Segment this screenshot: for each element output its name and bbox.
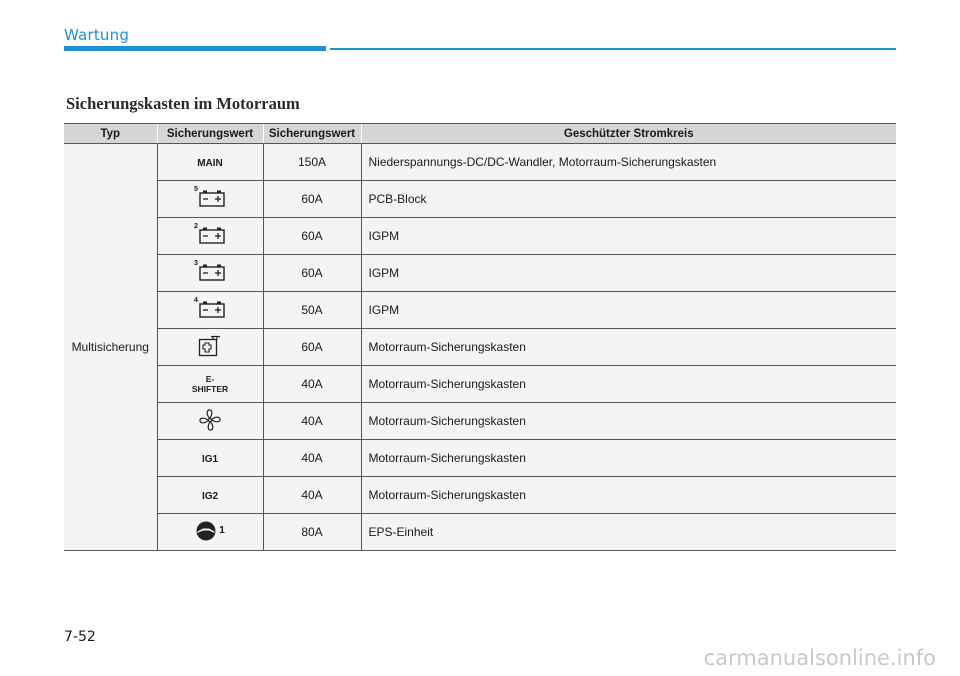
protected-circuit: Motorraum-Sicherungskasten bbox=[361, 440, 896, 477]
table-row bbox=[64, 144, 896, 181]
fuse-rating: 60A bbox=[263, 329, 361, 366]
fuse-symbol-cell bbox=[157, 255, 263, 292]
fuse-rating: 80A bbox=[263, 514, 361, 551]
heater-coolant-icon bbox=[198, 335, 222, 357]
table-row bbox=[64, 255, 896, 292]
table-row bbox=[64, 292, 896, 329]
fuse-symbol-cell bbox=[157, 144, 263, 181]
fuse-rating: 40A bbox=[263, 403, 361, 440]
fuse-rating: 40A bbox=[263, 440, 361, 477]
protected-circuit: EPS-Einheit bbox=[361, 514, 896, 551]
page-number: 7-52 bbox=[64, 629, 96, 645]
table-header-row bbox=[64, 124, 896, 144]
fuse-symbol-label: MAIN bbox=[197, 158, 223, 169]
fuse-symbol-cell bbox=[157, 477, 263, 514]
protected-circuit: IGPM bbox=[361, 292, 896, 329]
table-row bbox=[64, 329, 896, 366]
fuse-symbol-cell bbox=[157, 514, 263, 551]
fuse-rating: 60A bbox=[263, 218, 361, 255]
column-header-circuit: Geschützter Stromkreis bbox=[361, 124, 896, 144]
fuse-symbol-label: IG1 bbox=[201, 454, 219, 465]
table-row bbox=[64, 181, 896, 218]
fuse-rating: 40A bbox=[263, 477, 361, 514]
protected-circuit: PCB-Block bbox=[361, 181, 896, 218]
battery-icon bbox=[192, 297, 228, 321]
fuse-symbol-cell bbox=[157, 329, 263, 366]
fuse-type-cell: Multisicherung bbox=[64, 144, 157, 551]
fuse-index-number: 2 bbox=[194, 222, 198, 230]
table-row bbox=[64, 477, 896, 514]
table-row bbox=[64, 403, 896, 440]
fuse-rating: 50A bbox=[263, 292, 361, 329]
fuse-symbol-cell bbox=[157, 403, 263, 440]
fuse-symbol-cell bbox=[157, 218, 263, 255]
table-row bbox=[64, 366, 896, 403]
protected-circuit: IGPM bbox=[361, 218, 896, 255]
fuse-index-number: 1 bbox=[219, 525, 225, 536]
fuse-rating: 60A bbox=[263, 255, 361, 292]
fuse-symbol-cell bbox=[157, 292, 263, 329]
fuse-symbol-cell bbox=[157, 181, 263, 218]
protected-circuit: Motorraum-Sicherungskasten bbox=[361, 403, 896, 440]
fan-icon bbox=[198, 408, 222, 432]
watermark: carmanualsonline.info bbox=[703, 646, 936, 670]
fuse-index-number: 3 bbox=[194, 259, 198, 267]
battery-icon bbox=[192, 186, 228, 210]
protected-circuit: Motorraum-Sicherungskasten bbox=[361, 477, 896, 514]
fuse-index-number: 4 bbox=[194, 296, 198, 304]
protected-circuit: Niederspannungs-DC/DC-Wandler, Motorraum-Sicherungskasten bbox=[361, 144, 896, 181]
table-row bbox=[64, 440, 896, 477]
column-header-type: Typ bbox=[64, 124, 157, 144]
fuse-table bbox=[64, 123, 896, 551]
table-row bbox=[64, 218, 896, 255]
column-header-symbol: Sicherungswert bbox=[157, 124, 263, 144]
steering-wheel-icon bbox=[195, 520, 225, 542]
fuse-rating: 60A bbox=[263, 181, 361, 218]
fuse-rating: 150A bbox=[263, 144, 361, 181]
protected-circuit: Motorraum-Sicherungskasten bbox=[361, 366, 896, 403]
protected-circuit: Motorraum-Sicherungskasten bbox=[361, 329, 896, 366]
fuse-rating: 40A bbox=[263, 366, 361, 403]
fuse-symbol-cell bbox=[157, 366, 263, 403]
battery-icon bbox=[192, 223, 228, 247]
header-rule-thick bbox=[64, 46, 326, 51]
column-header-rating: Sicherungswert bbox=[263, 124, 361, 144]
table-row bbox=[64, 514, 896, 551]
header-rule-thin bbox=[330, 48, 896, 50]
section-header: Wartung bbox=[64, 26, 130, 44]
fuse-symbol-label: E- SHIFTER bbox=[191, 373, 229, 394]
fuse-symbol-cell bbox=[157, 440, 263, 477]
fuse-index-number: 5 bbox=[194, 185, 198, 193]
fuse-symbol-label: IG2 bbox=[201, 491, 219, 502]
protected-circuit: IGPM bbox=[361, 255, 896, 292]
page-title: Sicherungskasten im Motorraum bbox=[66, 94, 300, 113]
battery-icon bbox=[192, 260, 228, 284]
